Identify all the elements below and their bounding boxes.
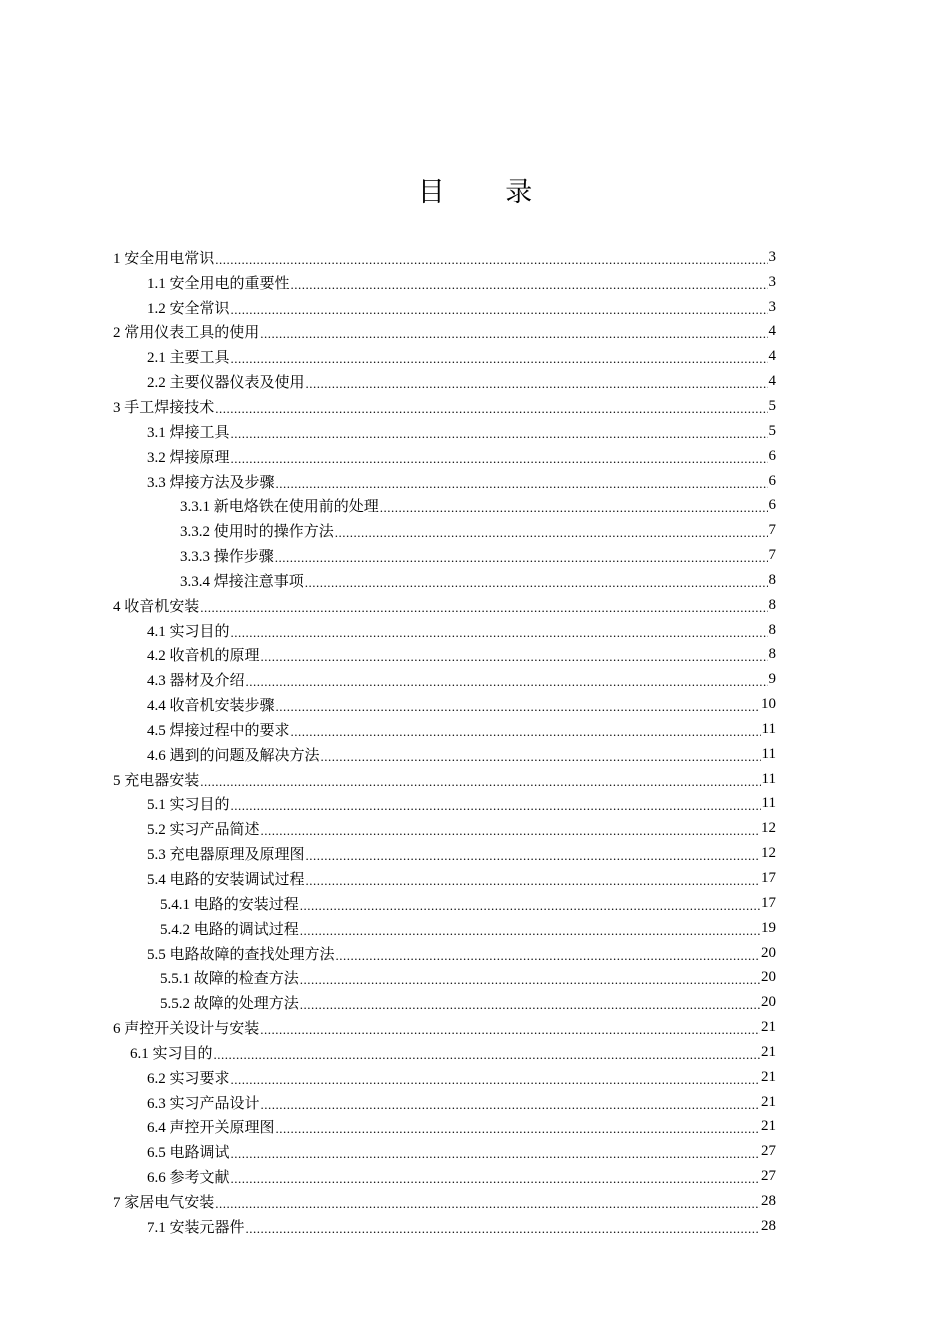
toc-entry-label: 1 安全用电常识 — [113, 247, 214, 268]
table-of-contents — [0, 245, 950, 1239]
toc-entry[interactable] — [147, 643, 776, 668]
toc-entry-label: 3.3.3 操作步骤 — [180, 545, 274, 566]
toc-entry[interactable] — [147, 717, 776, 742]
toc-entry-page-number: 20 — [761, 944, 776, 961]
toc-entry[interactable] — [113, 1015, 776, 1040]
toc-entry-page-number: 21 — [761, 1118, 776, 1135]
toc-entry-page-number: 6 — [768, 497, 776, 514]
toc-entry-label: 3.3.1 新电烙铁在使用前的处理 — [180, 495, 379, 516]
toc-entry-label: 6.4 声控开关原理图 — [147, 1116, 275, 1137]
toc-entry-page-number: 21 — [761, 1019, 776, 1036]
toc-entry[interactable] — [147, 419, 776, 444]
toc-entry-label: 2.1 主要工具 — [147, 346, 230, 367]
dot-leader — [261, 646, 768, 663]
dot-leader — [276, 1118, 760, 1135]
toc-entry[interactable] — [147, 1115, 776, 1140]
toc-entry-label: 5.1 实习目的 — [147, 793, 230, 814]
dot-leader — [300, 994, 760, 1011]
dot-leader — [231, 1069, 760, 1086]
toc-entry-label: 6.2 实习要求 — [147, 1067, 230, 1088]
toc-entry-label: 6.6 参考文献 — [147, 1166, 230, 1187]
dot-leader — [300, 969, 760, 986]
dot-leader — [321, 746, 761, 763]
toc-entry[interactable] — [147, 742, 776, 767]
toc-entry[interactable] — [147, 1214, 776, 1239]
toc-entry-label: 5.3 充电器原理及原理图 — [147, 843, 305, 864]
toc-entry-page-number: 12 — [761, 845, 776, 862]
dot-leader — [231, 348, 768, 365]
toc-entry-page-number: 27 — [761, 1168, 776, 1185]
toc-entry[interactable] — [113, 320, 776, 345]
dot-leader — [215, 249, 767, 266]
toc-entry[interactable] — [147, 270, 776, 295]
toc-entry[interactable] — [113, 245, 776, 270]
toc-entry-label: 7.1 安装元器件 — [147, 1216, 245, 1237]
dot-leader — [335, 522, 768, 539]
toc-entry-label: 5.5 电路故障的查找处理方法 — [147, 943, 335, 964]
toc-entry-page-number: 28 — [761, 1192, 776, 1209]
dot-leader — [261, 1094, 760, 1111]
toc-entry-label: 3.3.2 使用时的操作方法 — [180, 520, 334, 541]
toc-entry[interactable] — [147, 667, 776, 692]
toc-entry-label: 4.6 遇到的问题及解决方法 — [147, 744, 320, 765]
toc-entry-label: 4 收音机安装 — [113, 595, 199, 616]
toc-entry-page-number: 5 — [768, 422, 776, 439]
toc-entry[interactable] — [147, 941, 776, 966]
toc-entry-label: 2 常用仪表工具的使用 — [113, 321, 259, 342]
toc-entry-label: 3 手工焊接技术 — [113, 396, 214, 417]
dot-leader — [246, 671, 768, 688]
toc-entry[interactable] — [147, 1065, 776, 1090]
toc-entry-label: 1.2 安全常识 — [147, 297, 230, 318]
toc-entry-page-number: 8 — [768, 571, 776, 588]
dot-leader — [215, 398, 767, 415]
toc-entry-label: 6 声控开关设计与安装 — [113, 1017, 259, 1038]
toc-entry[interactable] — [160, 891, 776, 916]
toc-entry[interactable] — [147, 444, 776, 469]
dot-leader — [300, 895, 760, 912]
toc-entry-label: 6.5 电路调试 — [147, 1141, 230, 1162]
toc-entry[interactable] — [160, 990, 776, 1015]
toc-entry-label: 5.4 电路的安装调试过程 — [147, 868, 305, 889]
dot-leader — [276, 473, 768, 490]
dot-leader — [231, 622, 768, 639]
toc-entry-label: 3.3.4 焊接注意事项 — [180, 570, 304, 591]
toc-entry-page-number: 11 — [761, 770, 776, 787]
toc-entry-page-number: 17 — [761, 870, 776, 887]
toc-entry[interactable] — [180, 543, 776, 568]
dot-leader — [336, 945, 760, 962]
toc-entry[interactable] — [180, 568, 776, 593]
dot-leader — [305, 572, 768, 589]
toc-entry-page-number: 7 — [768, 522, 776, 539]
toc-entry[interactable] — [147, 618, 776, 643]
toc-entry[interactable] — [180, 518, 776, 543]
toc-entry[interactable] — [147, 369, 776, 394]
toc-entry-page-number: 3 — [768, 248, 776, 265]
toc-entry-page-number: 27 — [761, 1143, 776, 1160]
dot-leader — [231, 795, 761, 812]
toc-entry-page-number: 12 — [761, 820, 776, 837]
toc-entry[interactable] — [147, 792, 776, 817]
toc-entry-page-number: 21 — [761, 1043, 776, 1060]
dot-leader — [380, 497, 768, 514]
toc-entry-page-number: 10 — [761, 696, 776, 713]
dot-leader — [291, 274, 768, 291]
dot-leader — [276, 696, 760, 713]
toc-entry-page-number: 8 — [768, 596, 776, 613]
toc-entry-label: 3.2 焊接原理 — [147, 446, 230, 467]
dot-leader — [260, 323, 767, 340]
dot-leader — [306, 373, 768, 390]
dot-leader — [231, 448, 768, 465]
toc-entry-label: 5 充电器安装 — [113, 769, 199, 790]
toc-entry[interactable] — [160, 965, 776, 990]
toc-entry-page-number: 11 — [761, 745, 776, 762]
toc-entry-page-number: 19 — [761, 919, 776, 936]
toc-entry-label: 3.1 焊接工具 — [147, 421, 230, 442]
toc-entry-label: 1.1 安全用电的重要性 — [147, 272, 290, 293]
toc-entry-label: 2.2 主要仪器仪表及使用 — [147, 371, 305, 392]
toc-entry[interactable] — [147, 692, 776, 717]
toc-entry-page-number: 21 — [761, 1093, 776, 1110]
toc-entry-page-number: 21 — [761, 1068, 776, 1085]
toc-entry-label: 4.3 器材及介绍 — [147, 669, 245, 690]
toc-entry-label: 5.4.2 电路的调试过程 — [160, 918, 299, 939]
toc-entry-page-number: 11 — [761, 795, 776, 812]
dot-leader — [231, 299, 768, 316]
toc-entry-label: 7 家居电气安装 — [113, 1191, 214, 1212]
toc-entry-page-number: 4 — [768, 323, 776, 340]
toc-entry[interactable] — [147, 866, 776, 891]
toc-entry-label: 5.2 实习产品简述 — [147, 818, 260, 839]
toc-entry-page-number: 20 — [761, 994, 776, 1011]
dot-leader — [200, 771, 760, 788]
toc-entry-page-number: 17 — [761, 894, 776, 911]
toc-entry-label: 5.4.1 电路的安装过程 — [160, 893, 299, 914]
dot-leader — [231, 423, 768, 440]
toc-entry-label: 6.1 实习目的 — [130, 1042, 213, 1063]
toc-entry-page-number: 3 — [768, 273, 776, 290]
toc-entry-label: 5.5.1 故障的检查方法 — [160, 967, 299, 988]
toc-entry-label: 4.5 焊接过程中的要求 — [147, 719, 290, 740]
toc-entry-page-number: 4 — [768, 373, 776, 390]
toc-entry[interactable] — [180, 493, 776, 518]
dot-leader — [291, 721, 761, 738]
dot-leader — [246, 1218, 760, 1235]
toc-entry[interactable] — [113, 767, 776, 792]
toc-entry-page-number: 3 — [768, 298, 776, 315]
toc-entry[interactable] — [147, 295, 776, 320]
dot-leader — [300, 920, 760, 937]
toc-entry[interactable] — [147, 469, 776, 494]
toc-entry-page-number: 5 — [768, 397, 776, 414]
toc-entry-label: 3.3 焊接方法及步骤 — [147, 471, 275, 492]
dot-leader — [260, 1019, 760, 1036]
toc-entry[interactable] — [113, 394, 776, 419]
toc-entry[interactable] — [147, 816, 776, 841]
toc-entry-page-number: 20 — [761, 969, 776, 986]
toc-entry-page-number: 4 — [768, 348, 776, 365]
toc-entry-page-number: 11 — [761, 720, 776, 737]
toc-entry[interactable] — [147, 1090, 776, 1115]
dot-leader — [215, 1193, 760, 1210]
toc-entry-page-number: 9 — [768, 671, 776, 688]
dot-leader — [231, 1168, 760, 1185]
toc-entry-page-number: 7 — [768, 547, 776, 564]
dot-leader — [231, 1143, 760, 1160]
toc-entry-page-number: 8 — [768, 621, 776, 638]
toc-entry-label: 4.2 收音机的原理 — [147, 644, 260, 665]
toc-entry-label: 6.3 实习产品设计 — [147, 1092, 260, 1113]
toc-entry[interactable] — [147, 344, 776, 369]
toc-entry[interactable] — [113, 593, 776, 618]
toc-entry-page-number: 8 — [768, 646, 776, 663]
page-title: 目 录 — [417, 177, 559, 208]
dot-leader — [275, 547, 768, 564]
dot-leader — [200, 597, 767, 614]
toc-entry[interactable] — [147, 841, 776, 866]
toc-entry[interactable] — [130, 1040, 776, 1065]
toc-entry[interactable] — [147, 1139, 776, 1164]
toc-entry[interactable] — [160, 916, 776, 941]
toc-entry-label: 4.1 实习目的 — [147, 620, 230, 641]
toc-entry-page-number: 6 — [768, 472, 776, 489]
dot-leader — [214, 1044, 760, 1061]
toc-entry-label: 5.5.2 故障的处理方法 — [160, 992, 299, 1013]
toc-entry[interactable] — [147, 1164, 776, 1189]
dot-leader — [261, 820, 760, 837]
dot-leader — [306, 845, 760, 862]
dot-leader — [306, 870, 760, 887]
toc-entry-page-number: 28 — [761, 1217, 776, 1234]
toc-entry-page-number: 6 — [768, 447, 776, 464]
toc-entry[interactable] — [113, 1189, 776, 1214]
toc-entry-label: 4.4 收音机安装步骤 — [147, 694, 275, 715]
